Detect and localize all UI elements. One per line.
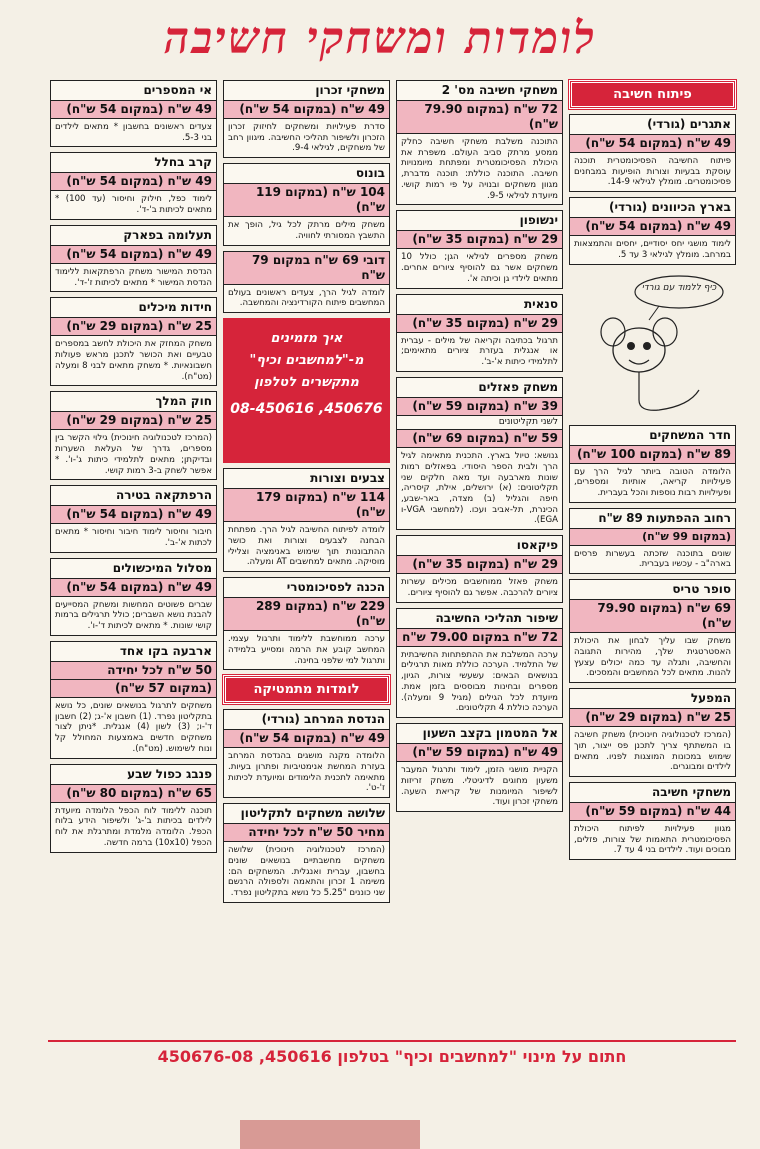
- product-price-alt: 59 ש"ח (במקום 69 ש"ח): [397, 430, 562, 448]
- product-item: [50, 391, 217, 480]
- promo-line-2: מ-"למחשבים וכיף": [249, 353, 364, 369]
- product-name: חדר המשחקים: [570, 426, 735, 446]
- product-price: 49 ש"ח (במקום 54 ש"ח): [570, 135, 735, 153]
- product-item: [569, 114, 736, 192]
- product-desc: משחק שבו עליך לבחון את היכולת האסטרטגית שלך, מהירות התגובה והחשיבה, ותגלה עד כמה יכולים עצעץ להנות. מתאים לכל המחשבים והמסכים.: [574, 636, 731, 679]
- product-name: המפעל: [570, 689, 735, 709]
- product-item: [569, 782, 736, 860]
- product-name: הכנה לפסיכומטרי: [224, 578, 389, 598]
- product-item: [223, 251, 390, 313]
- product-desc: שונים בתוכנה שזכתה בעשרות פרסים בארה"ב - עכשיו בעברית.: [574, 548, 731, 570]
- product-item: [50, 297, 217, 386]
- page-title: לומדות ומשחקי חשיבה: [163, 13, 597, 64]
- product-item: [223, 163, 390, 245]
- product-desc: גנושא: טיול בארץ. התכנית מתאימה לגיל הרך ולבית הספר היסודי. בפאזלים רמות שונות מארבעה ועד מאה חלקים שני תקליטונים: (א) ירושלים, אילת, קיסריה, חיפה והגליל (ב) מצדה, באר-שבע, הכינרת, תל-אביב ועכו. (למחשבי VGA-ו EGA).: [401, 451, 558, 526]
- product-name: אי המספרים: [51, 81, 216, 101]
- product-desc: (המרכז לטכנולוגיה חינוכית) שלושה משחקים מחשבתיים בנושאים שונים בחשבון, עברית ואנגלית. המשחקים הם: משימה 1 זכרון והתאמה ולספולה הרנשם שני כוננים "5.25 כל נושא בתקליטון נפרד.: [228, 845, 385, 899]
- product-item: [223, 803, 390, 903]
- product-desc: התוכנה משלבת משחקי חשיבה כחלק ממסע מרתק סביב העולם. משפרת את היכולת הפסיכומטרית ומפתחת מיומנויות חשיבה. התוכנה כוללת: תוכנה מדברת, מגוון משחקים ובנויה על פי רמות קושי. מיועדת לגילאי 9-5.: [401, 137, 558, 201]
- product-name: שלושה משחקים לתקליטון: [224, 804, 389, 824]
- product-desc: תרגול בכתיבה וקריאה של מילים - עברית או אנגלית בעזרת ציורים מתאימים; לתלמידי כיתות א'-ב'.: [401, 335, 558, 368]
- product-item: [396, 723, 563, 812]
- product-name: שיפור תהליכי החשיבה: [397, 609, 562, 629]
- product-price: 104 ש"ח (במקום 119 ש"ח): [224, 184, 389, 217]
- product-item: [396, 80, 563, 205]
- product-desc: הלומדה מקנה מושגים בהנדסת המרחב בעזרת המחשת אנימטיביות ופתרון בעיות. מתאימה לתכנית הלימודים ומיועדת לכיתות ז'-ט'.: [228, 751, 385, 794]
- product-price: 72 ש"ח במקום 79.00 ש"ח: [397, 629, 562, 647]
- product-price: 49 ש"ח (במקום 54 ש"ח): [51, 506, 216, 524]
- product-item: [223, 80, 390, 158]
- mascot-bubble-text: כיף ללמוד עם גורדי: [641, 282, 717, 293]
- product-name: סופר טריס: [570, 580, 735, 600]
- section-header-math: לומדות מתמטיקה: [223, 675, 390, 704]
- product-item: [50, 485, 217, 552]
- product-price: 89 ש"ח (במקום 100 ש"ח): [570, 446, 735, 464]
- product-price: 29 ש"ח (במקום 35 ש"ח): [397, 231, 562, 249]
- product-desc: שברים פשוטים המחשות ומשחק המסייעים להבנת נושא השברים; כולל תרגילים ברמות קושי שונות. * מתאים לכיתות ד'-ו'.: [55, 599, 212, 632]
- mascot-mouse-icon: [569, 270, 736, 420]
- page-edge-strip: [240, 1120, 420, 1149]
- product-item: [50, 764, 217, 853]
- product-price: 65 ש"ח (במקום 80 ש"ח): [51, 785, 216, 803]
- product-name: משחקי חשיבה מס' 2: [397, 81, 562, 101]
- section-header-thinking: פיתוח חשיבה: [569, 80, 736, 109]
- product-item: [396, 608, 563, 718]
- product-price: 49 ש"ח (במקום 54 ש"ח): [51, 246, 216, 264]
- product-desc: לימוד מושגי יחס יסודיים, יחסים והתמצאות במרחב. מומלץ לגילאי 3 עד 5.: [574, 239, 731, 260]
- product-item: [396, 210, 563, 288]
- product-desc: סדרת פעילויות ומשחקים לחיזוק זכרון הזכרון ולשיפור תהליכי החשיבה. מיגוון רחב של משחקים, לגילאי 9-4.: [228, 122, 385, 154]
- product-name: בארץ הכיוונים (גורדי): [570, 198, 735, 218]
- product-name: צבעים וצורות: [224, 469, 389, 489]
- product-item: [396, 377, 563, 530]
- product-price: 49 ש"ח (במקום 54 ש"ח): [224, 730, 389, 748]
- product-name: סנאית: [397, 295, 562, 315]
- product-price: מחיר 50 ש"ח לכל יחידה: [224, 824, 389, 842]
- product-desc: הנדסת המישור משחק הרפתקאות ללימוד הנדסת המישור * מתאים לכיתות ז'-ד'.: [55, 266, 212, 288]
- product-desc: משחק פאזל ממוחשבים מכילים עשרות ציורים להרכבה. אפשר גם להוסיף ציורים.: [401, 577, 558, 598]
- product-price: 49 ש"ח (במקום 54 ש"ח): [51, 101, 216, 119]
- product-item: [396, 535, 563, 602]
- product-name: אל המטמון בקצב השעון: [397, 724, 562, 744]
- product-price: 49 ש"ח (במקום 54 ש"ח): [224, 101, 389, 119]
- product-price: 69 ש"ח (במקום 79.90 ש"ח): [570, 600, 735, 633]
- product-desc: תוכנה ללימוד לוח הכפל הלומדה מיועדת לילדים בכיתות ב'-ג' ולשיפור הידע בלוח הכפל. הלומדה מלמדת ומתרגלת את לוח הכפל (10x10) ברמה חדשה.: [55, 805, 212, 848]
- product-item: [569, 425, 736, 503]
- product-label: לשני תקליטונים: [397, 416, 562, 430]
- product-name: חוק המלך: [51, 392, 216, 412]
- product-desc: הלומדה הטובה ביותר לגיל הרך עם פעילויות קריאה, אותיות ומספרים, ופעילויות רבות נוספות והכל בעברית.: [574, 466, 731, 499]
- product-name: משחקי זכרון: [224, 81, 389, 101]
- product-desc: לומדה לגיל הרך, צעדים ראשונים בעולם המחשבים פיתוח הקורדינציה והמחשבה.: [228, 287, 385, 309]
- product-price: 44 ש"ח (במקום 59 ש"ח): [570, 803, 735, 821]
- product-desc: פיתוח החשיבה הפסיכומטרית תוכנה עוסקת בבעיות וצורות הופיעות במבחנים פסיכומטרים. מומלץ לגילאי 14-9.: [574, 156, 731, 188]
- product-price-alt: (במקום 57 ש"ח): [51, 680, 216, 698]
- product-price: 25 ש"ח (במקום 29 ש"ח): [570, 709, 735, 727]
- product-price: 25 ש"ח (במקום 29 ש"ח): [51, 318, 216, 336]
- product-name: פנבג כפול שבע: [51, 765, 216, 785]
- product-item: [50, 225, 217, 292]
- product-price: 49 ש"ח (במקום 54 ש"ח): [570, 218, 735, 236]
- column-mid-right: [396, 80, 563, 1030]
- product-item: [223, 709, 390, 798]
- promo-line-1: איך מזמינים: [270, 331, 343, 347]
- product-name: ינשופון: [397, 211, 562, 231]
- product-price: 29 ש"ח (במקום 35 ש"ח): [397, 315, 562, 333]
- product-name: קרב בחלל: [51, 153, 216, 173]
- catalog-columns: [48, 80, 736, 1030]
- product-name: משחק פאזלים: [397, 378, 562, 398]
- product-desc: (המרכז לטכנולוגיה חינוכית) גילוי הקשר בין מספרים, גדרך של העלאת השערות ובדיקתן; מתאים לתלמידי כיתות ג'-ו'. * אפשר לשחק ב-3 רמות קושי.: [55, 433, 212, 476]
- product-price: 50 ש"ח לכל יחידה: [51, 662, 216, 680]
- product-desc: לימוד כפל, חילוק וחיסור (עד 100) * מתאים לכיתות ב'-ד'.: [55, 194, 212, 216]
- product-price: 25 ש"ח (במקום 29 ש"ח): [51, 412, 216, 430]
- product-desc: ערכה ממוחשבת ללימוד ותרגול עצמי. המחשב קובע את הרמה ומסייע בלמידה ותרגול למי שלפני בחינה.: [228, 634, 385, 666]
- product-desc: משחק המחזק את היכולת לחשב במספרים טבעיים ואת הכושר לתכנן מראש פעולות חשבונאיות. * משחק מתאים לבני 8 ומעלה (מט"ח).: [55, 339, 212, 382]
- product-name: בונוס: [224, 164, 389, 184]
- product-desc: משחק מילים מרתק לכל גיל, הופך את התשבץ המסורתי לחוויה.: [228, 220, 385, 241]
- product-price: 114 ש"ח (במקום 179 ש"ח): [224, 489, 389, 522]
- column-right: [569, 80, 736, 1030]
- product-desc: מגוון פעילויות לפיתוח היכולת הפסיכומטרית התאמות של צורות, פזלים, מבוכים ועוד. לילדים בני 4 עד 7.: [574, 823, 731, 856]
- product-price: 72 ש"ח (במקום 79.90 ש"ח): [397, 101, 562, 134]
- product-price: 49 ש"ח (במקום 54 ש"ח): [51, 579, 216, 597]
- product-price: 39 ש"ח (במקום 59 ש"ח): [397, 398, 562, 416]
- product-item: [569, 579, 736, 683]
- product-item: [569, 688, 736, 777]
- column-left: [50, 80, 217, 1030]
- mascot-illustration: [569, 270, 736, 420]
- product-item: [50, 641, 217, 759]
- product-name: הנדסת המרחב (גורדי): [224, 710, 389, 730]
- product-name: משחקי חשיבה: [570, 783, 735, 803]
- product-desc: חיבור וחיסור לימוד חיבור וחיסור * מתאים לכתות א'-ב'.: [55, 527, 212, 549]
- column-mid-left: [223, 80, 390, 1030]
- product-desc: לומדה לפיתוח החשיבה לגיל הרך. מפתחת הבחנה לצבעים וצורות ואת כושר ההתבוננות תוך שימוש באנימציה וצלילי מוסיקה. מתאים למחשבים AT ומעלה.: [228, 525, 385, 568]
- product-item: [223, 468, 390, 572]
- product-name: מסלול המיכשולים: [51, 559, 216, 579]
- product-name-price: דובי 69 ש"ח במקום 79 ש"ח: [224, 252, 389, 285]
- product-item: [50, 152, 217, 219]
- product-desc: משחקים לתרגול בנושאים שונים, כל נושא בתקליטון נפרד. (1) חשבון א'-ג; (2) חשבון ד'-ו; (3) לשון (4) אנגלית. *ניתן לצור משחקים חדשים באמצעות המחולל קל ונוח לשימוש. (מט"ח).: [55, 700, 212, 754]
- product-name: תעלומה בפארק: [51, 226, 216, 246]
- order-promo-box: [223, 318, 390, 463]
- product-name: ארבעה בקו אחד: [51, 642, 216, 662]
- product-name: אתגרים (גורדי): [570, 115, 735, 135]
- product-desc: (המרכז לטכנולוגיה חינוכית) משחק חשיבה בו המשתתף צריך לתכנן פס ייצור, תוך שימוש במכונות המוצגות לפניו. מתאים לילדים ומבוגרים.: [574, 730, 731, 773]
- product-desc: ערכה המשלבת את ההתפתחות החשיבתית של התלמיד. הערכה כוללת מאות תרגילים בנושאים הבאים: עשעשי צורות, הגיון, מספרים ובחינות מבוססים בזמן אמת. מיועדת לכל הגילים (מגיל 9 ומעלה). הערכה כוללת 4 תקליטונים.: [401, 649, 559, 714]
- product-desc: צעדים ראשונים בחשבון * מתאים לילדים בני 5-3.: [55, 122, 212, 143]
- product-name: חידות מיכלים: [51, 298, 216, 318]
- promo-phone: 08-450616 ,450676: [230, 401, 383, 418]
- product-name: רחוב ההפתעות 89 ש"ח: [570, 509, 735, 529]
- product-item: [223, 577, 390, 670]
- subscription-footer: חתום על מינוי "למחשבים וכיף" בטלפון 450616, 450676-08: [48, 1040, 736, 1070]
- product-name: הרפתקאה בטירה: [51, 486, 216, 506]
- product-price: 49 ש"ח (במקום 59 ש"ח): [397, 744, 562, 762]
- product-name: פיקאסו: [397, 536, 562, 556]
- product-item: [396, 294, 563, 372]
- product-price: (במקום 99 ש"ח): [570, 529, 735, 546]
- product-price: 229 ש"ח (במקום 289 ש"ח): [224, 598, 389, 631]
- product-item: [50, 558, 217, 636]
- product-desc: הקניית מושגי הזמן, לימוד ותרגול המעבר משעון מחוגים לדיגיטלי. משחק זריזות לשיפור המיומנות של קריאת השעה. משחקי זכרון ועוד.: [401, 765, 558, 808]
- product-item: [569, 197, 736, 264]
- product-price: 49 ש"ח (במקום 54 ש"ח): [51, 173, 216, 191]
- product-price: 29 ש"ח (במקום 35 ש"ח): [397, 556, 562, 574]
- product-desc: משחק מספרים לגילאי הגן; כולל 10 משחקים אשר גם להוסיף ציורים אחרים. מתאים לילדי גן וכיתה א'.: [401, 252, 558, 284]
- promo-line-3: מתקשרים לטלפון: [254, 375, 359, 391]
- product-item: [50, 80, 217, 147]
- product-item: [569, 508, 736, 574]
